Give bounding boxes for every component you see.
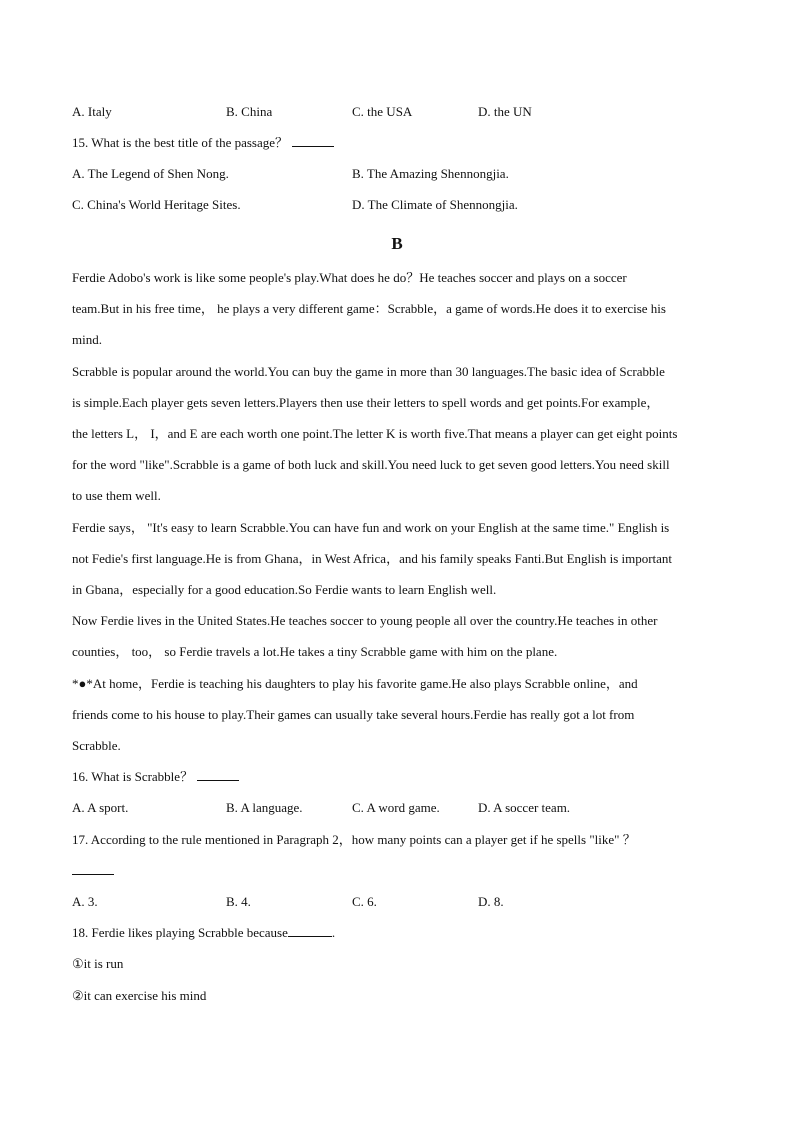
q18-question bbox=[72, 925, 335, 941]
q16-option-b: B. A language. bbox=[226, 800, 303, 815]
q17-option-a: A. 3. bbox=[72, 894, 98, 909]
q17-blank-line bbox=[72, 863, 114, 879]
q15-option-c: C. China's World Heritage Sites. bbox=[72, 197, 241, 212]
q15-stem: 15. What is the best title of the passage？ bbox=[72, 135, 289, 150]
passage-line: mind. bbox=[72, 332, 102, 347]
q14-option-c: C. the USA bbox=[352, 104, 413, 119]
q16-option-a: A. A sport. bbox=[72, 800, 129, 815]
passage-line: Now Ferdie lives in the United States.He teaches soccer to young people all over the country.He teaches in other bbox=[72, 613, 658, 628]
q14-option-d: D. the UN bbox=[478, 104, 532, 119]
q17-option-c: C. 6. bbox=[352, 894, 377, 909]
passage-line: for the word "like".Scrabble is a game of both luck and skill.You need luck to get seven good letters.You need skill bbox=[72, 457, 670, 472]
answer-blank bbox=[197, 769, 239, 781]
passage-line: counties， too， so Ferdie travels a lot.He takes a tiny Scrabble game with him on the plane. bbox=[72, 644, 558, 659]
passage-line: *●*At home，Ferdie is teaching his daughters to play his favorite game.He also plays Scrabble online，and bbox=[72, 676, 638, 691]
passage-line: the letters L， I，and E are each worth one point.The letter K is worth five.That means a player can get eight points bbox=[72, 426, 678, 441]
q14-option-a: A. Italy bbox=[72, 104, 112, 119]
answer-blank bbox=[292, 135, 334, 147]
q16-question bbox=[72, 769, 239, 785]
passage-line: in Gbana，especially for a good education.So Ferdie wants to learn English well. bbox=[72, 582, 497, 597]
q14-option-b: B. China bbox=[226, 104, 273, 119]
q17-stem: 17. According to the rule mentioned in Paragraph 2，how many points can a player get if he spells "like" ？ bbox=[72, 832, 636, 847]
q16-stem: 16. What is Scrabble？ bbox=[72, 769, 194, 784]
passage-line: friends come to his house to play.Their games can usually take several hours.Ferdie has really got a lot from bbox=[72, 707, 635, 722]
passage-line: to use them well. bbox=[72, 488, 161, 503]
section-b-title: B bbox=[391, 234, 403, 253]
q18-stem: 18. Ferdie likes playing Scrabble because bbox=[72, 925, 288, 940]
q17-option-d: D. 8. bbox=[478, 894, 504, 909]
q16-option-c: C. A word game. bbox=[352, 800, 440, 815]
q18-choice-1: ①it is run bbox=[72, 956, 124, 971]
q18-choice-2: ②it can exercise his mind bbox=[72, 988, 207, 1003]
q16-option-d: D. A soccer team. bbox=[478, 800, 571, 815]
passage-line: Scrabble is popular around the world.You can buy the game in more than 30 languages.The basic idea of Scrabble bbox=[72, 364, 665, 379]
passage-line: is simple.Each player gets seven letters.Players then use their letters to spell words and get points.For example， bbox=[72, 395, 660, 410]
q15-option-b: B. The Amazing Shennongjia. bbox=[352, 166, 509, 181]
q17-option-b: B. 4. bbox=[226, 894, 251, 909]
passage-line: not Fedie's first language.He is from Ghana，in West Africa，and his family speaks Fanti.But English is important bbox=[72, 551, 673, 566]
q18-stem-end: . bbox=[331, 925, 336, 940]
answer-blank bbox=[72, 863, 114, 875]
passage-line: Ferdie says， "It's easy to learn Scrabble.You can have fun and work on your English at the same time." English is bbox=[72, 520, 670, 535]
passage-line: team.But in his free time， he plays a very different game：Scrabble，a game of words.He does it to exercise his bbox=[72, 301, 666, 316]
q15-option-d: D. The Climate of Shennongjia. bbox=[352, 197, 518, 212]
passage-line: Scrabble. bbox=[72, 738, 121, 753]
answer-blank bbox=[288, 925, 332, 937]
passage-line: Ferdie Adobo's work is like some people's play.What does he do？He teaches soccer and plays on a soccer bbox=[72, 270, 627, 285]
q15-option-a: A. The Legend of Shen Nong. bbox=[72, 166, 229, 181]
q15-question bbox=[72, 135, 334, 151]
